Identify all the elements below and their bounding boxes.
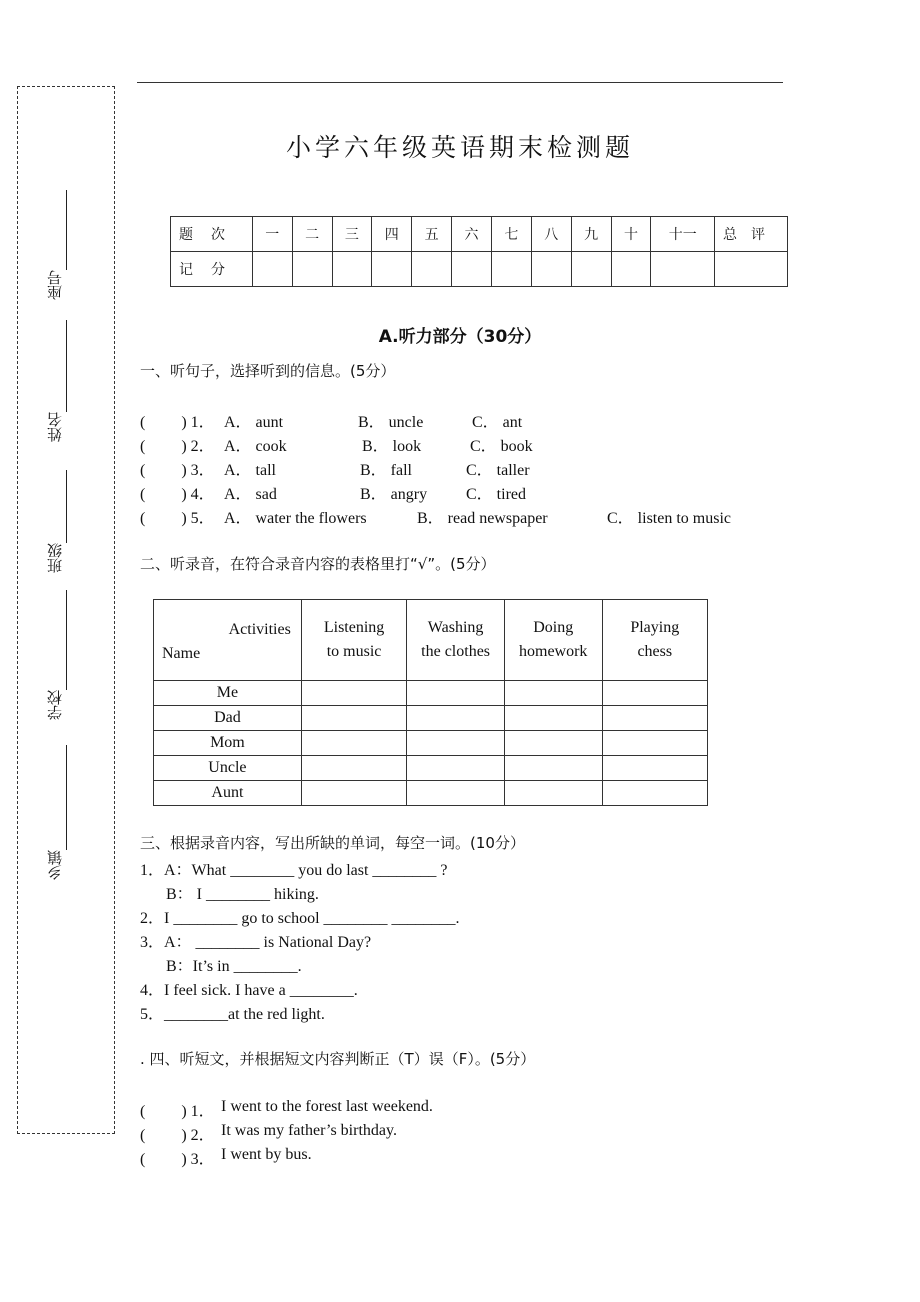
s1-option-a: A． cook (224, 438, 287, 455)
score-col: 五 (412, 217, 452, 252)
score-row1-header: 题次 (171, 217, 253, 252)
score-cell[interactable] (571, 252, 611, 287)
check-cell[interactable] (301, 756, 407, 781)
town-label: 乡镇 (46, 850, 64, 880)
part-a-heading: A.听力部分（30分） (378, 327, 542, 347)
activity-header-line2: homework (519, 643, 588, 660)
town-line (66, 745, 67, 850)
tf-item-text: I went to the forest last weekend. (221, 1098, 433, 1115)
score-cell[interactable] (332, 252, 372, 287)
score-cell[interactable] (292, 252, 332, 287)
section1-title: 一、听句子，选择听到的信息。(5分） (140, 362, 396, 380)
check-cell[interactable] (301, 681, 407, 706)
s1-option-b: B． uncle (358, 414, 424, 431)
corner-activities: Activities (228, 621, 291, 638)
score-cell[interactable] (611, 252, 651, 287)
seat-number-line (66, 190, 67, 270)
check-cell[interactable] (602, 706, 707, 731)
check-cell[interactable] (602, 731, 707, 756)
check-cell[interactable] (407, 731, 505, 756)
s1-option-a: A． sad (224, 486, 277, 503)
check-cell[interactable] (504, 681, 602, 706)
tf-item-text: I went by bus. (221, 1146, 312, 1163)
tf-item-num: ( ) 2． (140, 1127, 215, 1144)
check-cell[interactable] (301, 706, 407, 731)
corner-name: Name (162, 645, 201, 662)
person-name: Uncle (154, 756, 302, 781)
s1-item-num: ( ) 3． (140, 462, 215, 479)
check-cell[interactable] (301, 731, 407, 756)
person-name: Aunt (154, 781, 302, 806)
check-cell[interactable] (602, 681, 707, 706)
s1-option-c: C． listen to music (607, 510, 732, 527)
s1-option-c: C． tired (466, 486, 526, 503)
score-table (170, 216, 788, 287)
s1-option-c: C． book (470, 438, 533, 455)
s1-item-num: ( ) 2． (140, 438, 215, 455)
activity-header (407, 600, 505, 681)
s1-option-c: C． taller (466, 462, 530, 479)
fill-line: 1．A：What ________ you do last ________ ? (140, 862, 448, 879)
school-line (66, 590, 67, 690)
activity-header-line1: Washing (427, 619, 484, 636)
corner-cell (154, 600, 302, 681)
score-col: 八 (531, 217, 571, 252)
name-label: 姓名 (46, 412, 64, 442)
s1-option-a: A． tall (224, 462, 276, 479)
score-row2-header: 记分 (171, 252, 253, 287)
score-cell[interactable] (491, 252, 531, 287)
section2-title: 二、听录音，在符合录音内容的表格里打“√”。(5分） (140, 555, 496, 573)
s1-item-num: ( ) 1． (140, 414, 215, 431)
activity-header (504, 600, 602, 681)
score-col: 十 (611, 217, 651, 252)
score-col: 一 (252, 217, 292, 252)
activity-header-line1: Doing (533, 619, 574, 636)
check-cell[interactable] (301, 781, 407, 806)
check-cell[interactable] (407, 756, 505, 781)
section3-title: 三、根据录音内容，写出所缺的单词，每空一词。(10分） (140, 834, 525, 852)
s1-option-b: B． read newspaper (417, 510, 548, 527)
activity-header-line2: to music (326, 643, 382, 660)
activity-header-line2: chess (637, 643, 673, 660)
tf-item-text: It was my father’s birthday. (221, 1122, 397, 1139)
score-cell[interactable] (651, 252, 715, 287)
score-col: 九 (571, 217, 611, 252)
check-cell[interactable] (407, 706, 505, 731)
page-title: 小学六年级英语期末检测题 (285, 133, 634, 162)
s1-item-num: ( ) 4． (140, 486, 215, 503)
activity-header-line1: Playing (630, 619, 680, 636)
s1-option-c: C． ant (472, 414, 523, 431)
check-cell[interactable] (504, 756, 602, 781)
top-rule (137, 82, 783, 83)
class-label: 班级 (46, 543, 64, 573)
check-cell[interactable] (602, 781, 707, 806)
tf-item-num: ( ) 1． (140, 1103, 215, 1120)
s1-option-b: B． fall (360, 462, 412, 479)
section4-title: . 四、听短文，并根据短文内容判断正（T）误（F）。(5分） (140, 1050, 536, 1068)
activity-header-line2: the clothes (421, 643, 491, 660)
fill-line: 3．A： ________ is National Day? (140, 934, 372, 951)
score-total-header: 总评 (715, 217, 788, 252)
check-cell[interactable] (407, 681, 505, 706)
check-cell[interactable] (602, 756, 707, 781)
score-col: 七 (491, 217, 531, 252)
score-cell[interactable] (252, 252, 292, 287)
school-label: 学校 (46, 690, 64, 720)
score-cell[interactable] (412, 252, 452, 287)
fill-line: 5．________at the red light. (140, 1006, 325, 1023)
score-col: 三 (332, 217, 372, 252)
check-cell[interactable] (504, 781, 602, 806)
check-cell[interactable] (504, 706, 602, 731)
s1-option-a: A． aunt (224, 414, 284, 431)
score-col: 六 (452, 217, 492, 252)
activity-header-line1: Listening (323, 619, 385, 636)
fill-line: B：It’s in ________. (166, 958, 302, 975)
person-name: Me (154, 681, 302, 706)
check-cell[interactable] (504, 731, 602, 756)
s1-item-num: ( ) 5． (140, 510, 215, 527)
seat-number-label: 座号 (46, 270, 64, 300)
s1-option-b: B． look (362, 438, 422, 455)
class-line (66, 470, 67, 543)
score-col: 二 (292, 217, 332, 252)
score-cell[interactable] (372, 252, 412, 287)
fill-line: B： I ________ hiking. (166, 886, 319, 903)
fill-line: 4．I feel sick. I have a ________. (140, 982, 358, 999)
score-col: 十一 (651, 217, 715, 252)
s1-option-b: B． angry (360, 486, 428, 503)
person-name: Mom (154, 731, 302, 756)
s1-option-a: A． water the flowers (224, 510, 367, 527)
activities-table (153, 599, 708, 806)
score-cell[interactable] (452, 252, 492, 287)
fill-line: 2．I ________ go to school ________ ________. (140, 910, 460, 927)
activity-header (301, 600, 407, 681)
score-cell[interactable] (715, 252, 788, 287)
check-cell[interactable] (407, 781, 505, 806)
person-name: Dad (154, 706, 302, 731)
score-col: 四 (372, 217, 412, 252)
score-cell[interactable] (531, 252, 571, 287)
tf-item-num: ( ) 3． (140, 1151, 215, 1168)
activity-header (602, 600, 707, 681)
